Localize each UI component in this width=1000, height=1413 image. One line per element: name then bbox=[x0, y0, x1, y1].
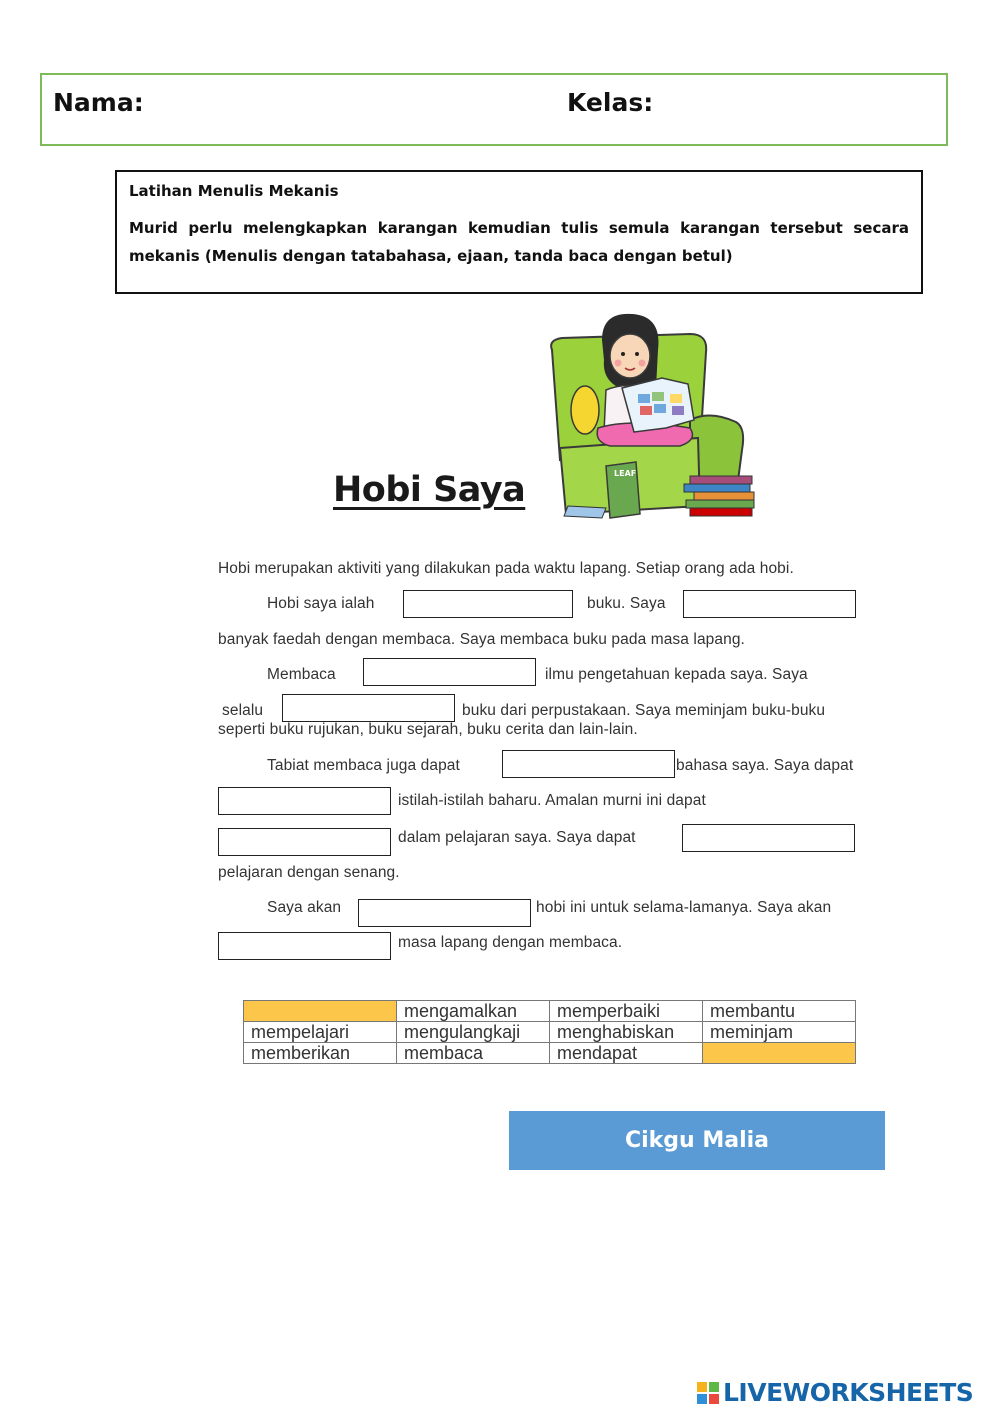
word-bank-cell: memberikan bbox=[244, 1043, 397, 1064]
word-bank-row bbox=[244, 1022, 856, 1043]
passage-line-7a: Tabiat membaca juga dapat bbox=[267, 757, 460, 774]
passage-line-3: banyak faedah dengan membaca. Saya membaca buku pada masa lapang. bbox=[218, 631, 745, 648]
blank-10-input[interactable] bbox=[218, 932, 391, 960]
passage-line-11a: Saya akan bbox=[267, 899, 342, 916]
blank-8-input[interactable] bbox=[682, 824, 855, 852]
word-bank-cell: mengamalkan bbox=[397, 1001, 550, 1022]
passage-line-1: Hobi merupakan aktiviti yang dilakukan pada waktu lapang. Setiap orang ada hobi. bbox=[218, 560, 794, 577]
word-bank-table bbox=[243, 1000, 856, 1064]
passage-line-11b: hobi ini untuk selama-lamanya. Saya akan bbox=[536, 899, 832, 916]
page-title: Hobi Saya bbox=[333, 470, 526, 510]
name-label: Nama: bbox=[53, 88, 144, 117]
blank-1-input[interactable] bbox=[403, 590, 573, 618]
passage-line-5a: selalu bbox=[222, 702, 264, 719]
class-label: Kelas: bbox=[567, 88, 654, 117]
word-bank-cell: memperbaiki bbox=[550, 1001, 703, 1022]
passage-line-5b: buku dari perpustakaan. Saya meminjam buku-buku bbox=[462, 702, 826, 719]
word-bank-cell: menghabiskan bbox=[550, 1022, 703, 1043]
passage-line-4b: ilmu pengetahuan kepada saya. Saya bbox=[545, 666, 808, 683]
word-bank-highlight-cell bbox=[244, 1001, 397, 1022]
instruction-box bbox=[115, 170, 923, 294]
word-bank-row bbox=[244, 1043, 856, 1064]
passage-line-2a: Hobi saya ialah bbox=[267, 595, 375, 612]
liveworksheets-logo[interactable] bbox=[697, 1378, 973, 1407]
passage-line-9: dalam pelajaran saya. Saya dapat bbox=[398, 829, 636, 846]
word-bank-cell: mengulangkaji bbox=[397, 1022, 550, 1043]
word-bank-cell: mendapat bbox=[550, 1043, 703, 1064]
blank-9-input[interactable] bbox=[358, 899, 531, 927]
blank-3-input[interactable] bbox=[363, 658, 536, 686]
book-cover-text: LEAF bbox=[614, 469, 637, 478]
instruction-title: Latihan Menulis Mekanis bbox=[129, 182, 339, 200]
blank-5-input[interactable] bbox=[502, 750, 675, 778]
word-bank-cell: membantu bbox=[703, 1001, 856, 1022]
word-bank-cell: meminjam bbox=[703, 1022, 856, 1043]
word-bank-highlight-cell bbox=[703, 1043, 856, 1064]
passage-line-12: masa lapang dengan membaca. bbox=[398, 934, 623, 951]
word-bank-row bbox=[244, 1001, 856, 1022]
blank-7-input[interactable] bbox=[218, 828, 391, 856]
passage-line-6: seperti buku rujukan, buku sejarah, buku cerita dan lain-lain. bbox=[218, 721, 638, 738]
passage-line-10: pelajaran dengan senang. bbox=[218, 864, 400, 881]
instruction-text: Murid perlu melengkapkan karangan kemudian tulis semula karangan tersebut secara mekanis (Menulis dengan tatabahasa, ejaan, tanda baca dengan betul) bbox=[129, 219, 909, 265]
passage-line-8: istilah-istilah baharu. Amalan murni ini dapat bbox=[398, 792, 706, 809]
passage-line-4a: Membaca bbox=[267, 666, 336, 683]
liveworksheets-logo-text: LIVEWORKSHEETS bbox=[723, 1378, 974, 1407]
word-bank-cell: mempelajari bbox=[244, 1022, 397, 1043]
girl-reading-illustration bbox=[540, 310, 762, 522]
passage-line-7b: bahasa saya. Saya dapat bbox=[676, 757, 854, 774]
word-bank-cell: membaca bbox=[397, 1043, 550, 1064]
teacher-name-button[interactable]: Cikgu Malia bbox=[509, 1111, 885, 1170]
blank-6-input[interactable] bbox=[218, 787, 391, 815]
liveworksheets-logo-icon bbox=[697, 1382, 719, 1404]
student-info-box bbox=[40, 73, 948, 146]
passage-line-2b: buku. Saya bbox=[587, 595, 666, 612]
blank-4-input[interactable] bbox=[282, 694, 455, 722]
blank-2-input[interactable] bbox=[683, 590, 856, 618]
